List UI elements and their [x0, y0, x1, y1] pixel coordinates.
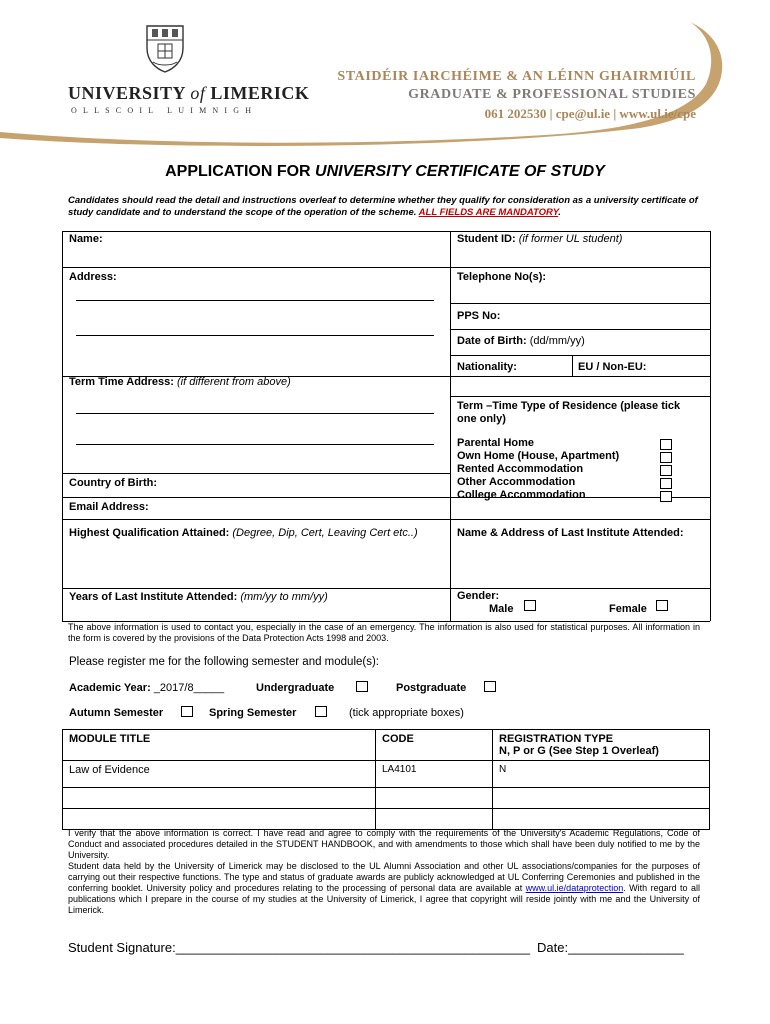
form-row-divider [62, 473, 450, 474]
table-row [63, 809, 710, 830]
years-attended-label: Years of Last Institute Attended: (mm/yy to mm/yy) [69, 591, 328, 603]
student-id-label: Student ID: (if former UL student) [457, 233, 623, 245]
eu-label: EU / Non-EU: [578, 361, 647, 373]
table-row [63, 761, 710, 788]
residence-option-other: Other Accommodation [457, 476, 576, 488]
male-checkbox[interactable] [524, 600, 536, 611]
module-code-cell[interactable]: LA4101 [376, 761, 493, 788]
date-line[interactable]: ________________ [568, 940, 684, 955]
gender-label: Gender: [457, 590, 500, 602]
module-title-header: MODULE TITLE [63, 730, 376, 761]
form-row-divider [450, 396, 710, 397]
residence-option-college: College Accommodation [457, 489, 586, 501]
residence-option-parental: Parental Home [457, 437, 535, 449]
address-line-2[interactable] [76, 335, 434, 336]
module-title-cell[interactable] [63, 809, 376, 830]
module-title-cell[interactable] [63, 788, 376, 809]
autumn-semester-label: Autumn Semester [69, 707, 164, 719]
residence-option-own-home: Own Home (House, Apartment) [457, 450, 620, 462]
own-home-checkbox[interactable] [660, 452, 672, 463]
department-irish: STAIDÉIR IARCHÉIME & AN LÉINN GHAIRMIÚIL [337, 69, 696, 84]
tick-note: (tick appropriate boxes) [349, 707, 464, 719]
term-address-label: Term Time Address: (if different from above) [69, 376, 291, 388]
rented-accommodation-checkbox[interactable] [660, 465, 672, 476]
postgraduate-checkbox[interactable] [484, 681, 496, 692]
other-accommodation-checkbox[interactable] [660, 478, 672, 489]
table-row [63, 788, 710, 809]
department-english: GRADUATE & PROFESSIONAL STUDIES [408, 87, 696, 102]
form-border-right [710, 231, 711, 621]
nationality-label: Nationality: [457, 361, 517, 373]
form-row-divider [450, 303, 710, 304]
student-signature-label: Student Signature:_________________________________________________ [68, 940, 530, 955]
form-border-top [62, 231, 710, 232]
address-label: Address: [69, 271, 117, 283]
spring-semester-checkbox[interactable] [315, 706, 327, 717]
university-crest-icon [143, 22, 187, 74]
college-accommodation-checkbox[interactable] [660, 491, 672, 502]
registration-type-cell[interactable] [493, 809, 710, 830]
form-divider-center [450, 231, 451, 621]
registration-type-header: REGISTRATION TYPE N, P or G (See Step 1 Overleaf) [493, 730, 710, 761]
name-label: Name: [69, 233, 103, 245]
form-row-divider [62, 519, 710, 520]
module-table-header [63, 730, 710, 761]
telephone-label: Telephone No(s): [457, 271, 547, 283]
module-code-cell[interactable] [376, 809, 493, 830]
data-protection-notice: The above information is used to contact you, especially in the case of an emergency. The information is also used for statistical purposes. All information in the form is covered by the provisions of the Data Protection Acts 1998 and 2003. [68, 622, 700, 643]
undergraduate-checkbox[interactable] [356, 681, 368, 692]
form-border-left [62, 231, 63, 621]
form-row-divider [62, 588, 710, 589]
term-address-line-2[interactable] [76, 444, 434, 445]
email-label: Email Address: [69, 501, 149, 513]
data-disclosure-paragraph: Student data held by the University of Limerick may be disclosed to the UL Alumni Association and other UL associations/companies for the purposes of carrying out their respective functions. The type and status of graduate awards are publicly acknowledged at UL Conferring Ceremonies and published in the conferring booklet. University policy and procedures relating to the processing of personal data are available at www.ul.ie/dataprotection. With regard to all publications which I prepare in the course of my studies at the University of Limerick, I agree that copyright will reside jointly with me and the University of Limerick. [68, 861, 700, 915]
form-row-divider [62, 267, 710, 268]
form-cell-divider [572, 355, 573, 376]
university-irish-name: OLLSCOIL LUIMNIGH [71, 106, 258, 115]
residence-title: Term –Time Type of Residence (please tick one only) [457, 400, 681, 425]
spring-semester-label: Spring Semester [209, 707, 297, 719]
form-row-divider [62, 497, 710, 498]
registration-type-cell[interactable] [493, 788, 710, 809]
female-checkbox[interactable] [656, 600, 668, 611]
country-of-birth-label: Country of Birth: [69, 477, 157, 489]
postgraduate-label: Postgraduate [396, 682, 467, 694]
dob-label: Date of Birth: (dd/mm/yy) [457, 335, 585, 347]
intro-text: Candidates should read the detail and instructions overleaf to determine whether they qualify for consideration as a university certificate of study candidate and to understand the scope of the operation of the scheme. ALL FIELDS ARE MANDATORY. [68, 195, 698, 218]
module-title-cell[interactable]: Law of Evidence [63, 761, 376, 788]
female-label: Female [609, 603, 647, 615]
male-label: Male [489, 603, 514, 615]
last-institute-label: Name & Address of Last Institute Attended: [457, 527, 684, 539]
address-line-1[interactable] [76, 300, 434, 301]
contact-line: 061 202530 | cpe@ul.ie | www.ul.ie/cpe [484, 106, 696, 121]
verification-text [68, 828, 700, 916]
registration-type-cell[interactable]: N [493, 761, 710, 788]
form-row-divider [450, 329, 710, 330]
module-table [62, 729, 710, 830]
verification-paragraph: I verify that the above information is correct. I have read and agree to comply with the requirements of the University's Academic Regulations, Code of Conduct and associated procedures detailed in the STUDENT HANDBOOK, and with amendments to those which shall have been duly notified to me by the University. [68, 828, 700, 860]
undergraduate-label: Undergraduate [256, 682, 335, 694]
academic-year-label: Academic Year: _2017/8_____ [69, 682, 225, 694]
module-code-cell[interactable] [376, 788, 493, 809]
residence-option-rented: Rented Accommodation [457, 463, 584, 475]
autumn-semester-checkbox[interactable] [181, 706, 193, 717]
parental-home-checkbox[interactable] [660, 439, 672, 450]
code-header: CODE [376, 730, 493, 761]
register-intro: Please register me for the following semester and module(s): [69, 656, 380, 668]
page-title: APPLICATION FOR UNIVERSITY CERTIFICATE OF STUDY [165, 163, 605, 180]
student-signature-line[interactable]: _________________________________________________ [175, 940, 530, 955]
date-label: Date:________________ [537, 940, 684, 955]
qualification-label: Highest Qualification Attained: (Degree, Dip, Cert, Leaving Cert etc..) [69, 527, 418, 539]
form-row-divider [450, 355, 710, 356]
pps-label: PPS No: [457, 310, 501, 322]
data-protection-link[interactable]: www.ul.ie/dataprotection [525, 883, 624, 893]
term-address-line-1[interactable] [76, 413, 434, 414]
university-name: UNIVERSITY of LIMERICK [68, 83, 310, 103]
